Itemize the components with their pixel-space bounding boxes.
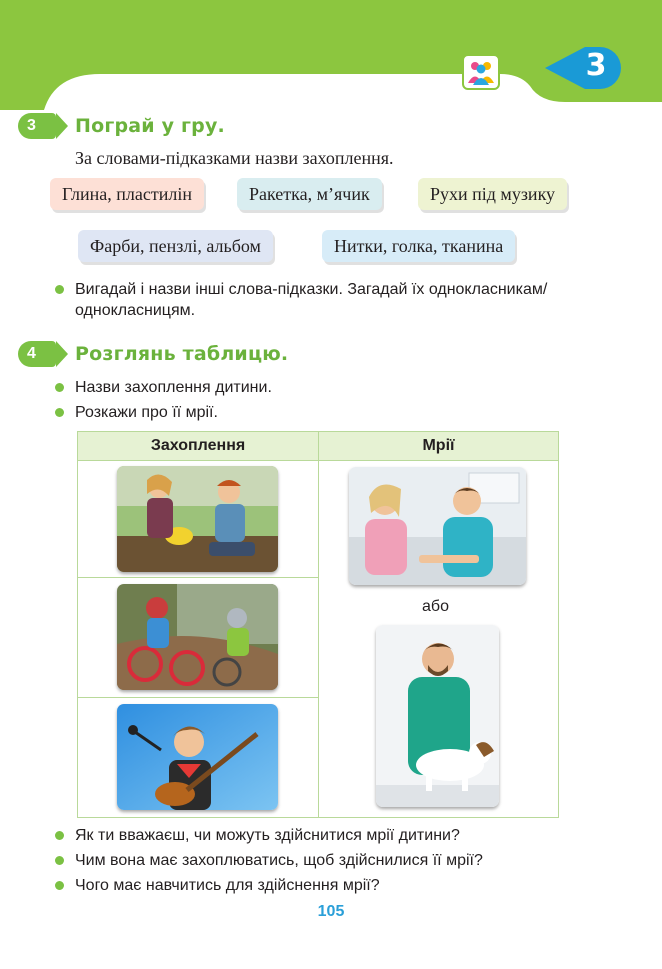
task-3-badge: 3 [18, 113, 56, 139]
hint-card-clay: Глина, пластилін [50, 178, 204, 210]
group-people-icon [462, 54, 500, 90]
hint-card-threads: Нитки, голка, тканина [322, 230, 515, 262]
task-4-title: Розглянь таблицю. [75, 343, 289, 365]
task-4-bullet-1: Назви захоплення дитини. [53, 377, 272, 398]
hint-card-paints: Фарби, пензлі, альбом [78, 230, 273, 262]
hint-card-dance: Рухи під музику [418, 178, 567, 210]
task-3-bullet: Вигадай і назви інші слова-підказки. Загадай їх однокласникам/ однокласницям. [53, 279, 635, 321]
photo-singing [117, 704, 278, 810]
table-header-hobbies: Захоплення [78, 432, 319, 461]
task-4-badge: 4 [18, 341, 56, 367]
unit-number: 3 [585, 48, 607, 83]
question-1: Як ти вважаєш, чи можуть здійснитися мрії дитини? [53, 825, 460, 846]
hint-card-racket: Ракетка, м’ячик [237, 178, 382, 210]
task-4-bullet-2: Розкажи про її мрії. [53, 402, 218, 423]
photo-cycling [117, 584, 278, 690]
page-number: 105 [317, 903, 345, 920]
photo-veterinarian [376, 625, 499, 807]
header-band [0, 0, 662, 110]
question-3: Чого має навчитись для здійснення мрії? [53, 875, 380, 896]
or-label: або [422, 598, 449, 615]
question-2: Чим вона має захоплюватись, щоб здійснилися її мрії? [53, 850, 483, 871]
table-header-dreams: Мрії [319, 432, 559, 461]
photo-gardening [117, 466, 278, 572]
task-3-title: Пограй у гру. [75, 115, 225, 137]
task-3-instruction: За словами-підказками назви захоплення. [75, 148, 394, 168]
photo-doctor [349, 467, 526, 585]
